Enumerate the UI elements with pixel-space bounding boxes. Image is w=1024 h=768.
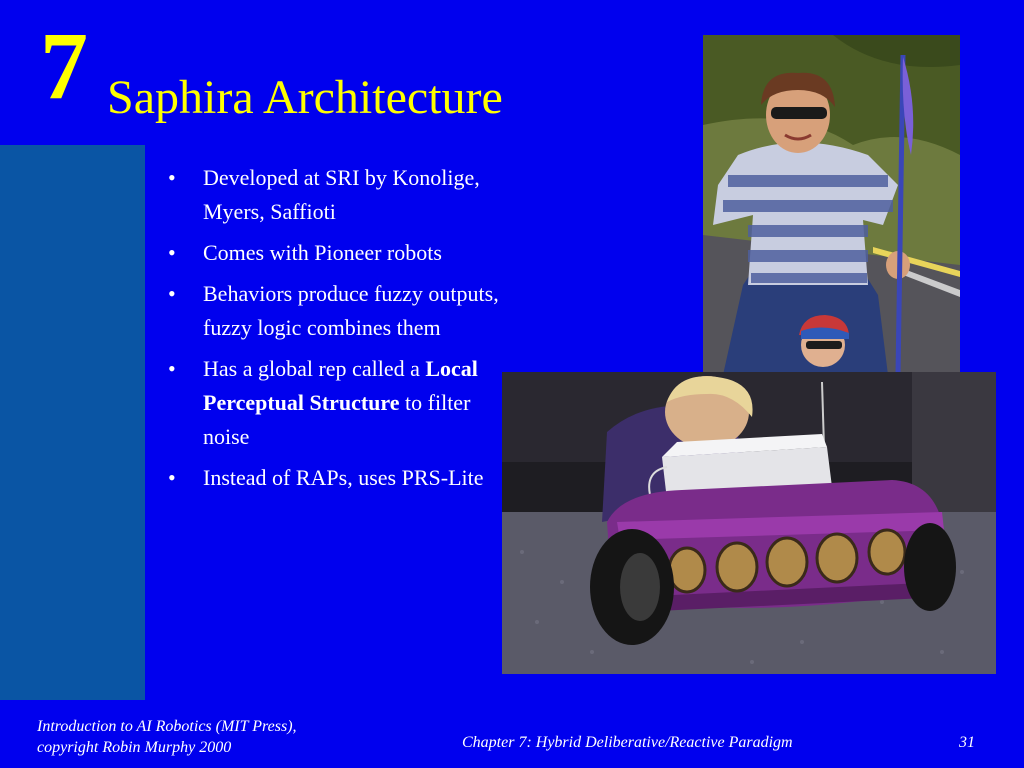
person-with-flag-photo xyxy=(703,35,960,375)
footer-chapter: Chapter 7: Hybrid Deliberative/Reactive Paradigm xyxy=(462,734,793,751)
child-with-robot-photo xyxy=(502,372,996,674)
bullet-text: Comes with Pioneer robots xyxy=(203,240,442,265)
chapter-number: 7 xyxy=(40,12,88,119)
bullet-marker: • xyxy=(168,240,176,265)
bullet-text-after: to filter noise xyxy=(203,390,471,449)
page-number: 31 xyxy=(959,734,975,751)
bullet-text: Developed at SRI by Konolige, Myers, Saffioti xyxy=(203,165,480,224)
bullet-marker: • xyxy=(168,465,176,490)
bullet-text: Behaviors produce fuzzy outputs, fuzzy logic combines them xyxy=(203,281,499,340)
bullet-item xyxy=(168,352,508,454)
slide-title: Saphira Architecture xyxy=(107,71,503,124)
bullet-marker: • xyxy=(168,281,176,306)
footer-source-line2: copyright Robin Murphy 2000 xyxy=(37,739,232,756)
bullet-text: Instead of RAPs, uses PRS-Lite xyxy=(203,465,484,490)
bullet-item xyxy=(168,277,508,345)
side-bar xyxy=(0,145,145,700)
bullet-item xyxy=(168,161,508,229)
footer-source xyxy=(37,716,297,758)
bullet-marker: • xyxy=(168,356,176,381)
bullet-item xyxy=(168,461,508,495)
bullet-text-bold: Local Perceptual Structure xyxy=(203,356,478,415)
bullet-marker: • xyxy=(168,165,176,190)
bullet-list xyxy=(168,161,508,502)
bullet-item xyxy=(168,236,508,270)
bullet-text-before: Has a global rep called a xyxy=(203,356,426,381)
footer-source-line1: Introduction to AI Robotics (MIT Press), xyxy=(37,718,297,735)
